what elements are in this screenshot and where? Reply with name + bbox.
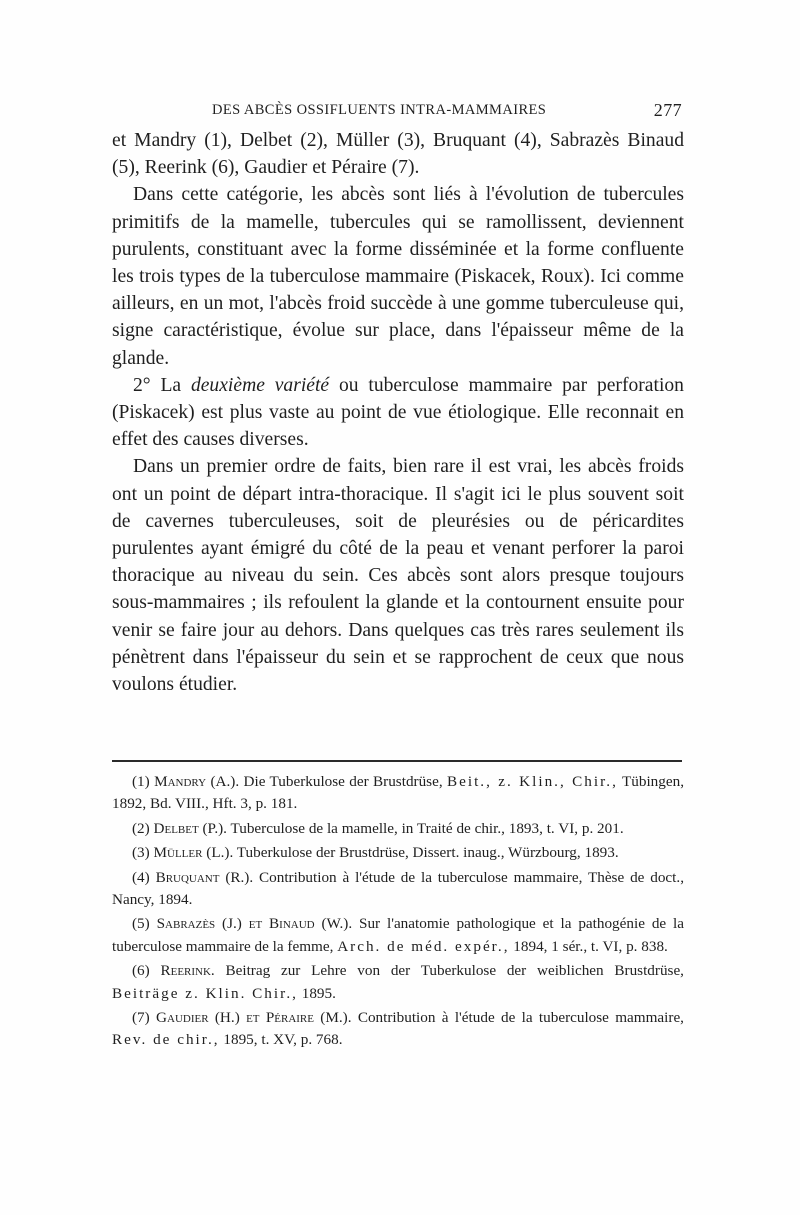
footnote-author: Delbet (P.).	[153, 819, 227, 837]
footnote-journal: Arch. de méd. expér.,	[337, 937, 510, 955]
footnote-author: Bruquant (R.).	[155, 868, 254, 886]
footnote-text: Sur l'anatomie pathologique et la pathogénie de la tuberculose mammaire de la femme,	[112, 915, 684, 955]
footnote-author: Mandry (A.).	[154, 773, 240, 790]
footnote-tail: Tübingen, 1892, Bd. VIII., Hft. 3, p. 181.	[112, 773, 684, 813]
running-head	[112, 100, 682, 122]
footnote-number: (5)	[132, 915, 157, 933]
footnote-tail: 1894, 1 sér., t. VI, p. 838.	[509, 937, 668, 955]
footnote	[112, 1007, 684, 1052]
footnote-journal: Beiträge z. Klin. Chir.,	[112, 984, 298, 1002]
footnote	[112, 913, 684, 958]
footnote-separator	[112, 760, 682, 762]
footnote-author: Sabrazès (J.) et Binaud (W.).	[156, 915, 353, 933]
footnote-number: (3)	[132, 844, 154, 862]
paragraph-second-variety-end: ou tuberculose mammaire par perforation (Piskacek) est plus vaste au point de vue étiologique. Elle reconnait en effet des causes diverses.	[112, 374, 684, 451]
footnote	[112, 867, 684, 912]
footnote-number: (6)	[132, 962, 161, 980]
paragraph-intrathoracic: Dans un premier ordre de faits, bien rare il est vrai, les abcès froids ont un point de départ intra-thoracique. Il s'agit ici le plus souvent soit de cavernes tuberculeuses, soit de pleurésies ou de péricardites purulentes ayant émigré du côté de la peau et venant perforer la paroi thoracique au niveau du sein. Ces abcès sont alors presque toujours sous-mammaires ; ils refoulent la glande et la contournent ensuite pour venir se faire jour au dehors. Dans quelques cas très rares seulement ils pénètrent dans l'épaisseur du sein et se rapprochent de ceux que nous voulons étudier.	[112, 456, 684, 696]
body-text	[112, 127, 684, 698]
footnote-journal: Rev. de chir.,	[112, 1031, 220, 1049]
footnote-text: Contribution à l'étude de la tuberculose mammaire, Thèse de doct., Nancy, 1894.	[112, 868, 684, 909]
footnotes	[112, 771, 684, 1054]
running-title: DES ABCÈS OSSIFLUENTS INTRA-MAMMAIRES	[212, 102, 547, 118]
paragraph-second-variety-start: 2° La	[133, 374, 191, 396]
footnote-text: Contribution à l'étude de la tuberculose mammaire,	[351, 1009, 684, 1027]
paragraph-continuation: et Mandry (1), Delbet (2), Müller (3), Bruquant (4), Sabrazès Binaud (5), Reerink (6), Gaudier et Péraire (7).	[112, 130, 684, 179]
footnote-tail: 1895.	[297, 984, 336, 1002]
footnote-text: Tuberculose de la mamelle, in Traité de chir., 1893, t. VI, p. 201.	[226, 819, 624, 837]
footnote-number: (7)	[132, 1009, 157, 1027]
italic-term: deuxième variété	[190, 374, 330, 396]
paragraph-second-variety	[112, 372, 684, 454]
footnote	[112, 818, 684, 840]
footnote-number: (1)	[132, 773, 155, 790]
footnote-author: Reerink.	[160, 962, 215, 980]
page-number: 277	[653, 100, 682, 120]
footnote-number: (2)	[132, 819, 154, 837]
footnote-author: Müller (L.).	[153, 844, 234, 862]
footnote-text: Beitrag zur Lehre von der Tuberkulose der weiblichen Brustdrüse,	[214, 962, 684, 980]
paragraph-first-category: Dans cette catégorie, les abcès sont liés à l'évolution de tubercules primitifs de la mamelle, tubercules qui se ramollissent, deviennent purulents, constituant avec la forme disséminée et la forme confluente les trois types de la tuberculose mammaire (Piskacek, Roux). Ici comme ailleurs, en un mot, l'abcès froid succède à une gomme tuberculeuse qui, signe caractéristique, évolue sur place, dans l'épaisseur même de la glande.	[112, 184, 684, 369]
footnote-journal: Beit., z. Klin., Chir.,	[447, 773, 618, 790]
footnote	[112, 842, 684, 864]
footnote-author: Gaudier (H.) et Péraire (M.).	[156, 1009, 352, 1027]
footnote-text: Tuberkulose der Brustdrüse, Dissert. inaug., Würzbourg, 1893.	[233, 844, 619, 862]
footnote	[112, 960, 684, 1005]
footnote-tail: 1895, t. XV, p. 768.	[219, 1031, 343, 1049]
footnote-text: Die Tuberkulose der Brustdrüse,	[239, 773, 447, 790]
footnote-number: (4)	[132, 868, 156, 886]
footnote	[112, 771, 684, 816]
